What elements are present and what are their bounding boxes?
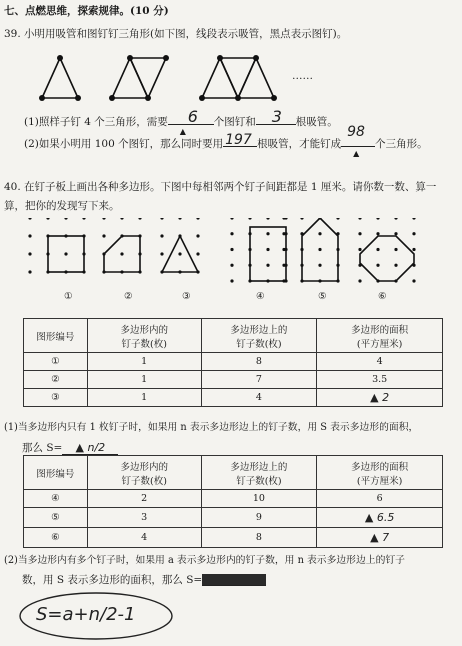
geoboard-dot — [178, 252, 181, 255]
q40-part2-prompt: 数，用 S 表示多边形的面积，那么 S= — [22, 574, 203, 586]
q40-text-line2: 算，把你的发现写下来。 — [4, 200, 120, 212]
table-cell: 4 — [87, 528, 201, 548]
table-cell: ① — [24, 353, 88, 371]
table-cell-answer: ▲ 7 — [317, 528, 443, 548]
table-cell: 6 — [317, 490, 443, 508]
q40-part2-line1: (2)当多边形内有多个钉子时，如果用 a 表示多边形内的钉子数，用 n 表示多边形边上的钉子 — [4, 555, 405, 566]
table-cell: ⑥ — [24, 528, 88, 548]
geoboard-dot — [412, 248, 415, 251]
table-cell: 10 — [201, 490, 317, 508]
q39-part1-mid: 个图钉和 — [213, 116, 256, 128]
geoboard-dot — [120, 218, 123, 220]
table-2 — [23, 455, 443, 548]
table-cell-answer: ▲ 2 — [317, 389, 443, 407]
geoboard-dot — [376, 232, 379, 235]
fig-label-3: ③ — [182, 291, 191, 302]
pattern-ellipsis: …… — [292, 70, 313, 82]
table-cell-answer: ▲ 6.5 — [317, 508, 443, 528]
q39-part2-after: 个三角形。 — [375, 138, 428, 150]
geoboard-dot — [230, 218, 233, 220]
answer-triangles: 98 — [347, 124, 365, 140]
triangle-pattern-figure — [30, 50, 330, 110]
geoboard-dot — [376, 218, 379, 220]
geoboard-dot — [266, 218, 269, 220]
geoboard-dot — [266, 264, 269, 267]
table-cell: 7 — [201, 371, 317, 389]
geoboard-dot — [358, 248, 361, 251]
table-cell: ② — [24, 371, 88, 389]
geoboard-dot — [46, 218, 49, 220]
q40-part1-line2 — [22, 441, 118, 455]
geoboard-dot — [102, 218, 105, 220]
geoboard-dot — [28, 252, 31, 255]
geoboard-dot — [266, 248, 269, 251]
table-1 — [23, 318, 443, 407]
fig-label-6: ⑥ — [378, 291, 387, 302]
answer-straws: 3 — [271, 107, 282, 126]
q39-part1-blank-straws — [256, 107, 296, 126]
geoboard-dot — [230, 279, 233, 282]
table-cell: ④ — [24, 490, 88, 508]
geoboard-dot — [160, 234, 163, 237]
geoboard-dot — [160, 218, 163, 220]
table-cell: 4 — [317, 353, 443, 371]
q40-part1-line1: (1)当多边形内只有 1 枚钉子时，如果用 n 表示多边形边上的钉子数，用 S 表示多边形的面积， — [4, 422, 419, 433]
final-answer-formula: S=a+n/2-1 — [36, 604, 136, 625]
table1-header-edge: 多边形边上的 钉子数(枚) — [201, 319, 317, 353]
geoboard-dot — [196, 252, 199, 255]
geoboard-figures — [10, 218, 455, 310]
table-cell: 8 — [201, 353, 317, 371]
geoboard-dot — [376, 264, 379, 267]
geoboard-dot — [358, 279, 361, 282]
geoboard-dot — [178, 218, 181, 220]
table-cell: 1 — [87, 371, 201, 389]
table-cell: 1 — [87, 353, 201, 371]
geoboard-dot — [412, 279, 415, 282]
table1-header-area: 多边形的面积 (平方厘米) — [317, 319, 443, 353]
section-title: 七、点燃思维，探索规律。(10 分) — [4, 5, 169, 17]
geoboard-dot — [412, 232, 415, 235]
table-cell: 3 — [87, 508, 201, 528]
q39-part2-blank-straws — [223, 132, 257, 148]
geoboard-dot — [64, 252, 67, 255]
fig-label-2: ② — [124, 291, 133, 302]
geoboard-dot — [282, 218, 285, 220]
table1-header-id: 图形编号 — [24, 319, 88, 353]
table-cell: 9 — [201, 508, 317, 528]
geoboard-dot — [82, 218, 85, 220]
table-cell: 1 — [87, 389, 201, 407]
q39-part2-before: (2)如果小明用 100 个图钉，那么同时要用 — [24, 138, 224, 150]
geoboard-dot — [394, 218, 397, 220]
q39-part2-line — [24, 124, 428, 158]
geoboard-dot — [160, 252, 163, 255]
geoboard-dot — [230, 232, 233, 235]
q39-part1-after: 根吸管。 — [295, 116, 338, 128]
geoboard-dot — [230, 264, 233, 267]
geoboard-dot — [28, 218, 31, 220]
q39-part2-blank-triangles: 98 ▲ — [341, 146, 375, 147]
geoboard-dot — [196, 218, 199, 220]
q39-part1-blank-pins: 6 ▲ — [168, 124, 214, 125]
geoboard-dot — [358, 218, 361, 220]
geoboard-dot — [300, 218, 303, 220]
geoboard-dot — [376, 248, 379, 251]
q39-part1-line — [24, 107, 338, 136]
geoboard-dot — [282, 264, 285, 267]
geoboard-dot — [394, 232, 397, 235]
geoboard-dot — [28, 270, 31, 273]
geoboard-dot — [318, 264, 321, 267]
table-cell: ③ — [24, 389, 88, 407]
q39-part2-mid: 根吸管，才能钉成 — [257, 138, 342, 150]
table-cell: 2 — [87, 490, 201, 508]
q39-number: 39. — [4, 28, 21, 40]
table2-header-inner: 多边形内的 钉子数(枚) — [87, 456, 201, 490]
geoboard-dot — [266, 232, 269, 235]
geoboard-dot — [318, 248, 321, 251]
table2-header-edge: 多边形边上的 钉子数(枚) — [201, 456, 317, 490]
table-cell: 4 — [201, 389, 317, 407]
geoboard-dot — [394, 248, 397, 251]
geoboard-dot — [28, 234, 31, 237]
geoboard-dot — [248, 218, 251, 220]
geoboard-dot — [394, 264, 397, 267]
fig-label-5: ⑤ — [318, 291, 327, 302]
q39-part1-before: (1)照样子钉 4 个三角形，需要 — [24, 116, 168, 128]
q40-part2-line2 — [22, 574, 266, 587]
geoboard-dot — [120, 252, 123, 255]
table-cell: ⑤ — [24, 508, 88, 528]
table2-header-area: 多边形的面积 (平方厘米) — [317, 456, 443, 490]
q40-part1-prompt: 那么 S= — [22, 442, 63, 454]
geoboard-dot — [64, 218, 67, 220]
geoboard-dot — [282, 248, 285, 251]
geoboard-dot — [412, 218, 415, 220]
geoboard-dot — [138, 218, 141, 220]
table-cell: 8 — [201, 528, 317, 548]
geoboard-dot — [318, 232, 321, 235]
table2-header-id: 图形编号 — [24, 456, 88, 490]
scribbled-answer — [202, 574, 266, 586]
table-cell: 3.5 — [317, 371, 443, 389]
answer-s-single-pin: ▲ n/2 — [62, 441, 118, 455]
table1-header-inner: 多边形内的 钉子数(枚) — [87, 319, 201, 353]
answer-pins: 6 — [187, 107, 198, 126]
geoboard-dot — [102, 234, 105, 237]
q40-number: 40. — [4, 181, 21, 193]
fig-label-4: ④ — [256, 291, 265, 302]
geoboard-dot — [358, 232, 361, 235]
answer-straws-100: 197 — [225, 132, 252, 148]
q39-text: 小明用吸管和图钉钉三角形(如下图，线段表示吸管，黑点表示图钉)。 — [24, 28, 348, 40]
fig-label-1: ① — [64, 291, 73, 302]
geoboard-dot — [336, 218, 339, 220]
q40-text-line1: 在钉子板上画出各种多边形。下图中每相邻两个钉子间距都是 1 厘米。请你数一数、算一 — [24, 181, 437, 193]
geoboard-dot — [196, 234, 199, 237]
geoboard-dot — [230, 248, 233, 251]
geoboard-dot — [282, 232, 285, 235]
